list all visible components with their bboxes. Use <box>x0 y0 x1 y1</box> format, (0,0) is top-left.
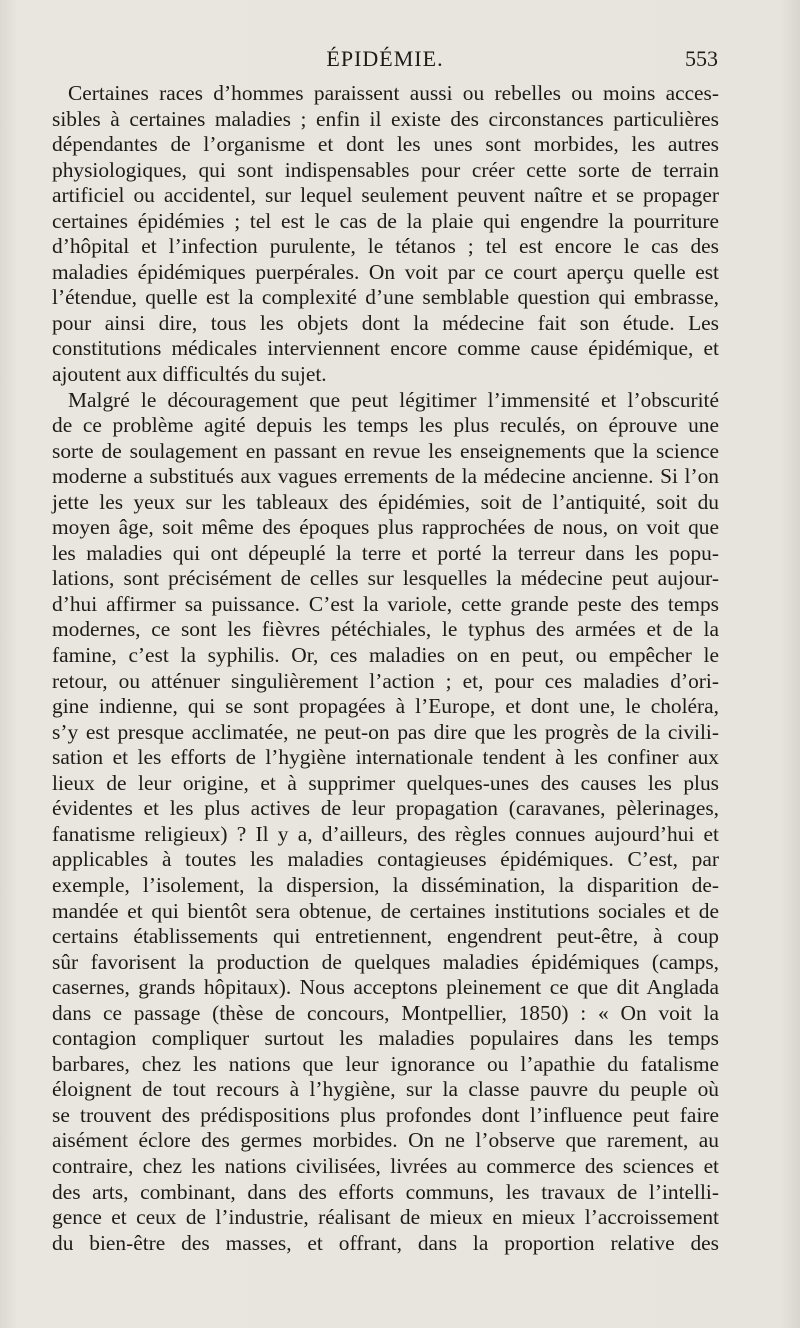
text-line: physiologiques, qui sont indispensables pour créer cette sorte de terrain <box>52 157 719 182</box>
text-line: dépendantes de l’organisme et dont les unes sont morbides, les autres <box>52 132 719 157</box>
text-line: dans ce passage (thèse de concours, Montpellier, 1850) : « On voit la <box>52 1000 719 1025</box>
text-line: modernes, ce sont les fièvres pétéchiales, le typhus des armées et de la <box>52 617 719 642</box>
text-line: casernes, grands hôpitaux). Nous acceptons pleinement ce que dit Anglada <box>52 975 719 1000</box>
text-line: d’hôpital et l’infection purulente, le tétanos ; tel est encore le cas des <box>52 234 719 259</box>
text-line: du bien-être des masses, et offrant, dans la proportion relative des <box>52 1230 719 1255</box>
text-line: sûr favorisent la production de quelques maladies épidémiques (camps, <box>52 949 719 974</box>
text-line: Certaines races d’hommes paraissent aussi ou rebelles ou moins acces- <box>68 81 719 105</box>
page-number: 553 <box>685 46 718 71</box>
text-line: moyen âge, soit même des époques plus rapprochées de nous, on voit que <box>52 515 719 540</box>
text-line: mandée et qui bientôt sera obtenue, de certaines institutions sociales et de <box>52 898 719 923</box>
text-line: gence et ceux de l’industrie, réalisant de mieux en mieux l’accroissement <box>52 1205 719 1230</box>
text-line: exemple, l’isolement, la dispersion, la dissémination, la disparition de- <box>52 872 719 897</box>
text-line: s’y est presque acclimatée, ne peut-on pas dire que les progrès de la civili- <box>52 719 719 744</box>
text-line: maladies épidémiques puerpérales. On voit par ce court aperçu quelle est <box>52 259 719 284</box>
text-line: certains établissements qui entretiennent, engendrent peut-être, à coup <box>52 924 719 949</box>
text-line: artificiel ou accidentel, sur lequel seulement peuvent naître et se propager <box>52 183 719 208</box>
text-line: gine indienne, qui se sont propagées à l’Europe, et dont une, le choléra, <box>52 694 719 719</box>
text-line: retour, ou atténuer singulièrement l’action ; et, pour ces maladies d’ori- <box>52 668 719 693</box>
text-line: fanatisme religieux) ? Il y a, d’ailleurs, des règles connues aujourd’hui et <box>52 821 719 846</box>
text-line: l’étendue, quelle est la complexité d’une semblable question qui embrasse, <box>52 285 719 310</box>
text-line: pour ainsi dire, tous les objets dont la médecine fait son étude. Les <box>52 310 719 335</box>
paragraph <box>52 388 719 1257</box>
text-line: contagion compliquer surtout les maladies populaires dans les temps <box>52 1026 719 1051</box>
text-line: sation et les efforts de l’hygiène internationale tendent à les confiner aux <box>52 745 719 770</box>
text-line: lations, sont précisément de celles sur lesquelles la médecine peut aujour- <box>52 566 719 591</box>
text-line: évidentes et les plus actives de leur propagation (caravanes, pèlerinages, <box>52 796 719 821</box>
text-line: aisément éclore des germes morbides. On ne l’observe que rarement, au <box>52 1128 719 1153</box>
text-line: éloignent de tout recours à l’hygiène, sur la classe pauvre du peuple où <box>52 1077 719 1102</box>
text-line: constitutions médicales interviennent encore comme cause épidémique, et <box>52 336 719 361</box>
running-title: ÉPIDÉMIE. <box>326 46 444 71</box>
text-line: ajoutent aux difficultés du sujet. <box>52 362 327 387</box>
paragraph <box>52 81 719 388</box>
text-line: sorte de soulagement en passant en revue les enseignements que la science <box>52 438 719 463</box>
text-line: contraire, chez les nations civilisées, livrées au commerce des sciences et <box>52 1153 719 1178</box>
text-line: moderne a substitués aux vagues errements de la médecine ancienne. Si l’on <box>52 464 719 489</box>
text-line: se trouvent des prédispositions plus profondes dont l’influence peut faire <box>52 1102 719 1127</box>
text-line: jette les yeux sur les tableaux des épidémies, soit de l’antiquité, soit du <box>52 489 719 514</box>
text-line: des arts, combinant, dans des efforts communs, les travaux de l’intelli- <box>52 1179 719 1204</box>
text-line: d’hui affirmer sa puissance. C’est la variole, cette grande peste des temps <box>52 591 719 616</box>
text-line: de ce problème agité depuis les temps les plus reculés, on éprouve une <box>52 413 719 438</box>
text-line: famine, c’est la syphilis. Or, ces maladies on en peut, ou empêcher le <box>52 643 719 668</box>
text-line: Malgré le découragement que peut légitimer l’immensité et l’obscurité <box>68 387 719 412</box>
body-text <box>52 81 719 1256</box>
text-line: les maladies qui ont dépeuplé la terre et porté la terreur dans les popu- <box>52 540 719 565</box>
text-line: barbares, chez les nations que leur ignorance ou l’apathie du fatalisme <box>52 1051 719 1076</box>
text-line: applicables à toutes les maladies contagieuses épidémiques. C’est, par <box>52 847 719 872</box>
text-line: certaines épidémies ; tel est le cas de la plaie qui engendre la pourriture <box>52 208 719 233</box>
text-line: lieux de leur origine, et à supprimer quelques-unes des causes les plus <box>52 770 719 795</box>
text-line: sibles à certaines maladies ; enfin il existe des circonstances particulières <box>52 106 719 131</box>
page-header <box>52 46 718 76</box>
